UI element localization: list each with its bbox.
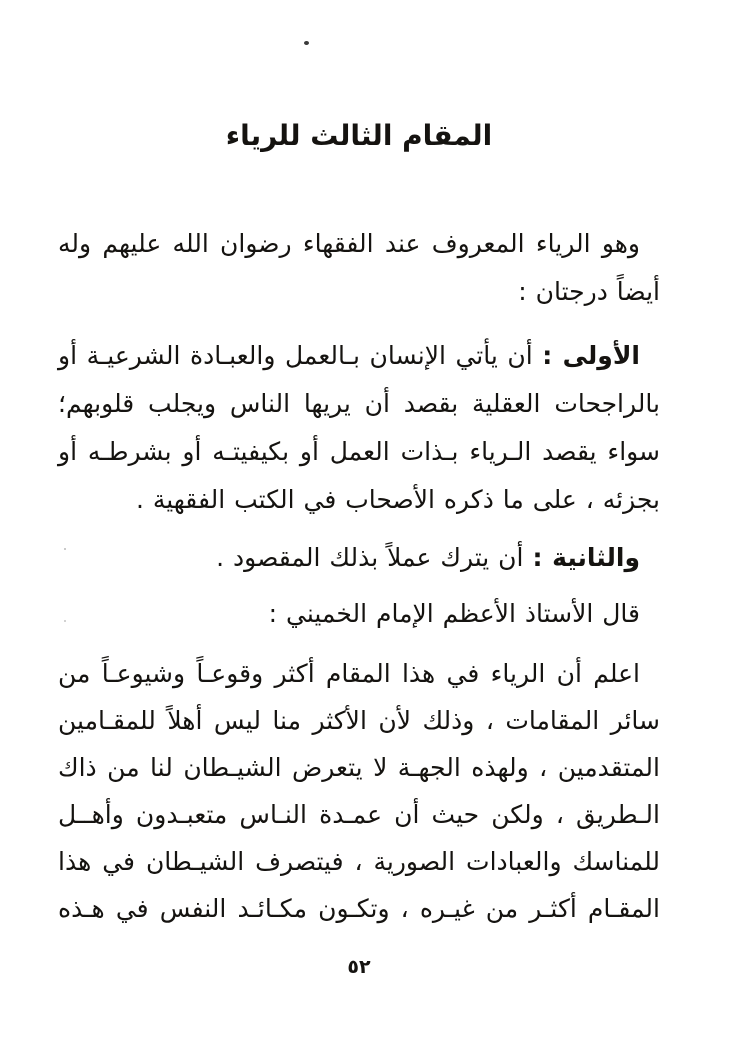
text-line: أيضاً درجتان : xyxy=(518,277,660,306)
scan-speck xyxy=(304,41,309,45)
text-line xyxy=(58,332,660,380)
text-line: سائر المقامات ، وذلك لأن الأكثر منا ليس أهلاً للمقـامين xyxy=(58,706,660,735)
paragraph-intro xyxy=(58,220,660,316)
paragraph-quote xyxy=(58,650,660,932)
text-line: اعلم أن الرياء في هذا المقام أكثر وقوعـاً وشيوعـاً من xyxy=(58,659,640,688)
paragraph-first-degree xyxy=(58,332,660,524)
text-line: سواء يقصد الـرياء بـذات العمل أو بكيفيتـه أو بشرطـه أو xyxy=(58,437,660,466)
lead-word: والثانية : xyxy=(532,543,640,572)
text-line: قال الأستاذ الأعظم الإمام الخميني : xyxy=(268,599,640,628)
scan-speck xyxy=(64,620,66,622)
text-line: بجزئه ، على ما ذكره الأصحاب في الكتب الفقهية . xyxy=(135,485,660,514)
chapter-title: المقام الثالث للرياء xyxy=(225,119,493,152)
text-line: المقـام أكثـر من غيـره ، وتكـون مكـائـد النفس في هـذه xyxy=(58,894,660,923)
text-line xyxy=(58,534,660,582)
paragraph-second-degree xyxy=(58,534,660,582)
lead-word: الأولى : xyxy=(542,341,640,370)
scan-speck xyxy=(64,548,66,550)
text-line: بالراجحات العقلية بقصد أن يريها الناس ويجلب قلوبهم؛ xyxy=(58,389,660,418)
line-rest: أن يأتي الإنسان بـالعمل والعبـادة الشرعيـة أو xyxy=(58,341,533,370)
text-block xyxy=(0,112,744,982)
text-line: الـطريق ، ولكن حيث أن عمـدة النـاس متعبـدون وأهــل xyxy=(58,800,660,829)
line-rest: أن يترك عملاً بذلك المقصود . xyxy=(216,543,524,572)
text-line: المتقدمين ، ولهذه الجهـة لا يتعرض الشيـطان لنا من ذاك xyxy=(58,753,660,782)
text-line: وهو الرياء المعروف عند الفقهاء رضوان الله عليهم وله xyxy=(58,229,640,258)
page-number: ٥٢ xyxy=(347,956,371,978)
text-line: للمناسك والعبادات الصورية ، فيتصرف الشيـطان في هذا xyxy=(58,847,660,876)
paragraph-quote-intro xyxy=(58,590,660,638)
